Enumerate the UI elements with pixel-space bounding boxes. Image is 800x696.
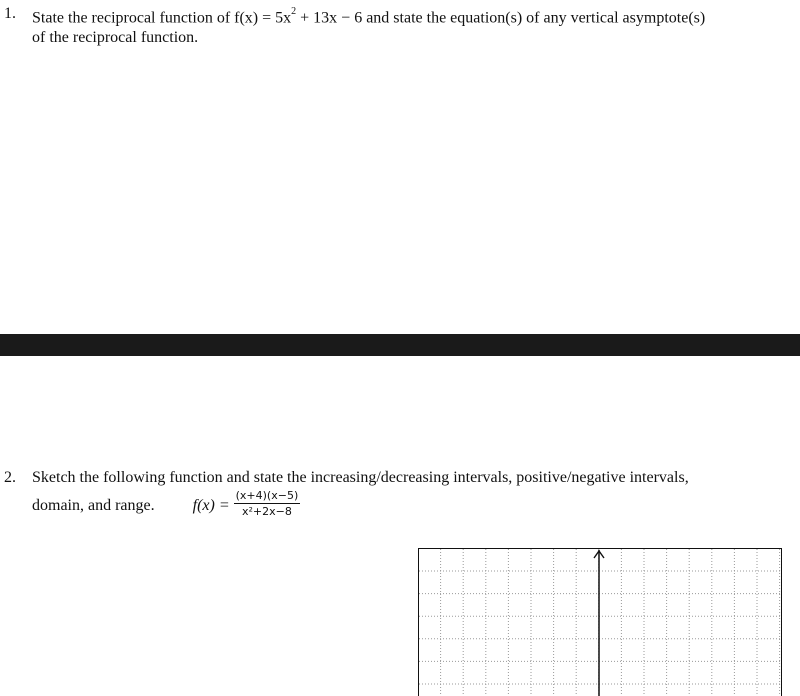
function-expression: f(x) = 5x (234, 9, 292, 27)
dark-separator-band (0, 334, 800, 356)
fraction-numerator: (x+4)(x−5) (235, 489, 299, 502)
question-2 (4, 468, 794, 520)
question-1-line-2: of the reciprocal function. (32, 29, 199, 47)
question-2-line-1: Sketch the following function and state the increasing/decreasing intervals, positive/negative intervals, (32, 469, 689, 486)
question-1-text (32, 4, 705, 48)
question-1 (4, 4, 794, 48)
rational-function-fraction (234, 489, 301, 518)
question-2-number: 2. (4, 469, 16, 486)
question-2-line-2: domain, and range. f(x) = $\frac{(x+4)(x-5)}{\text{x²+2x−8}}$ (32, 489, 299, 518)
question-2-text (32, 468, 689, 521)
function-label: f(x) = (192, 497, 230, 515)
question-1-number: 1. (4, 5, 16, 22)
coordinate-grid[interactable] (418, 548, 782, 696)
graph-grid-area[interactable] (418, 548, 782, 696)
question-1-line-1: State the reciprocal function of $f(x) = 5x^2 + 13x - 6$ and state the equation(s) of any vertical asymptote(s) (32, 6, 706, 27)
exponent: 2 (291, 6, 297, 17)
fraction-denominator: x²+2x−8 (242, 505, 292, 518)
